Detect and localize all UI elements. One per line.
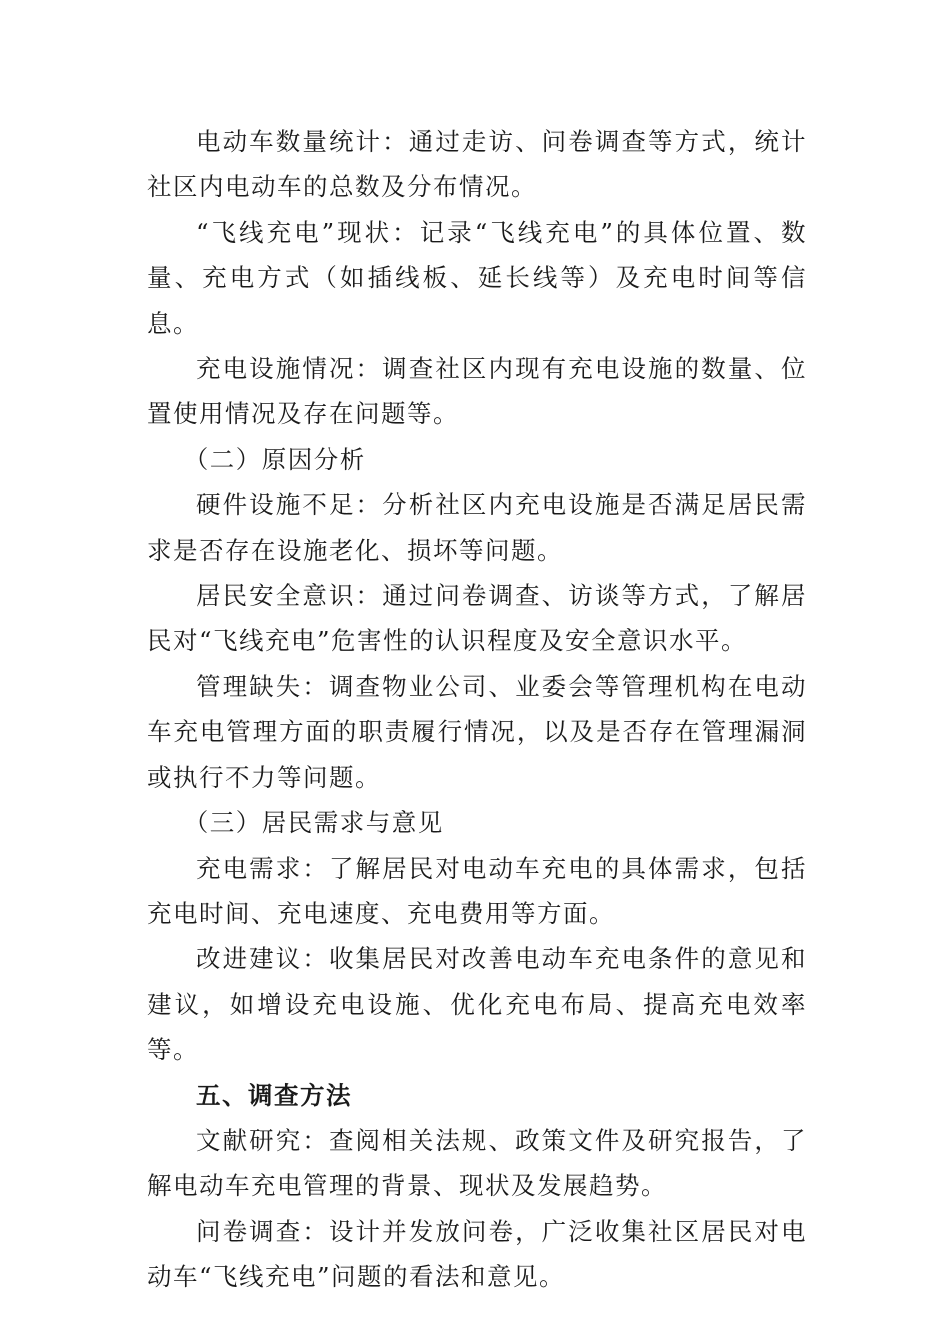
paragraph-charging-facilities: 充电设施情况：调查社区内现有充电设施的数量、位置使用情况及存在问题等。 [147, 354, 807, 429]
paragraph-management-gaps: 管理缺失：调查物业公司、业委会等管理机构在电动车充电管理方面的职责履行情况，以及是否存在管理漏洞或执行不力等问题。 [147, 671, 807, 792]
paragraph-literature-research: 文献研究：查阅相关法规、政策文件及研究报告，了解电动车充电管理的背景、现状及发展趋势。 [147, 1125, 807, 1201]
subheading-cause-analysis: （二）原因分析 [183, 444, 366, 474]
document-body [147, 119, 807, 1300]
paragraph-questionnaire: 问卷调查：设计并发放问卷，广泛收集社区居民对电动车“飞线充电”问题的看法和意见。 [147, 1216, 807, 1292]
paragraph-safety-awareness: 居民安全意识：通过问卷调查、访谈等方式，了解居民对“飞线充电”危害性的认识程度及安全意识水平。 [147, 581, 807, 656]
paragraph-charging-needs: 充电需求：了解居民对电动车充电的具体需求，包括充电时间、充电速度、充电费用等方面。 [147, 853, 807, 928]
subheading-resident-needs: （三）居民需求与意见 [183, 808, 444, 838]
paragraph-hardware-shortage: 硬件设施不足：分析社区内充电设施是否满足居民需求是否存在设施老化、损坏等问题。 [147, 490, 807, 565]
paragraph-flying-line-status: “飞线充电”现状：记录“飞线充电”的具体位置、数量、充电方式（如插线板、延长线等）及充电时间等信息。 [147, 217, 807, 338]
section-heading-survey-methods: 五、调查方法 [196, 1080, 352, 1110]
paragraph-improvement-suggestions: 改进建议：收集居民对改善电动车充电条件的意见和建议，如增设充电设施、优化充电布局、提高充电效率等。 [147, 944, 807, 1065]
paragraph-ev-count: 电动车数量统计：通过走访、问卷调查等方式，统计社区内电动车的总数及分布情况。 [147, 127, 807, 202]
